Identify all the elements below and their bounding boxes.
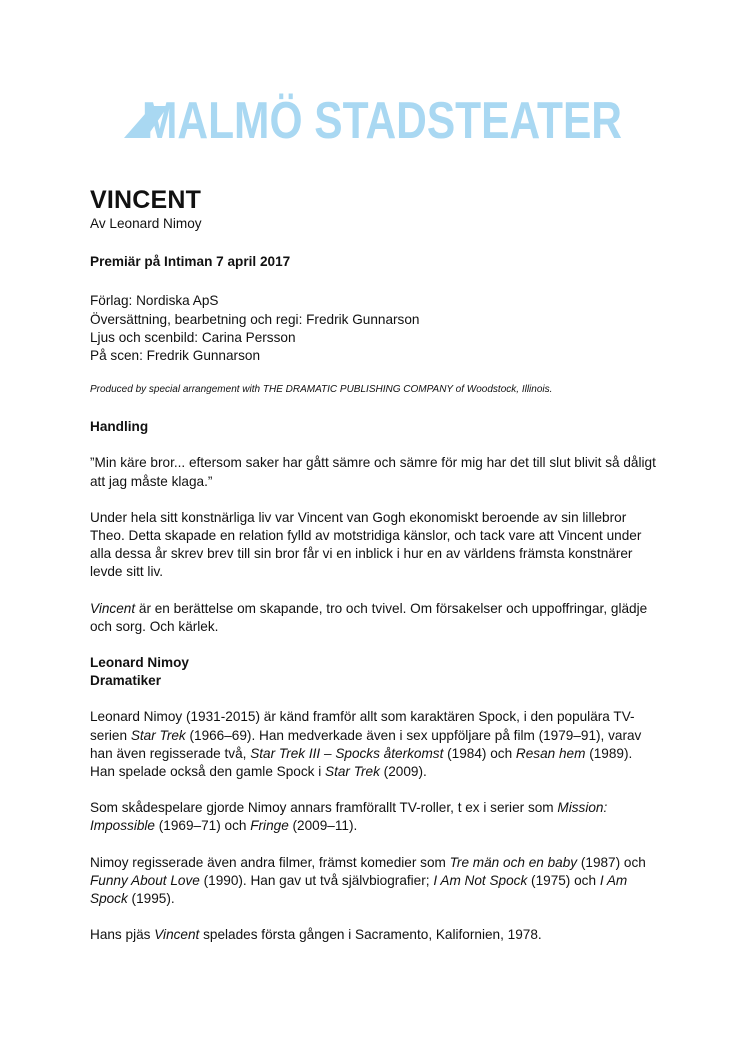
produced-post: of Woodstock, Illinois. <box>452 384 553 396</box>
premiere-date: Premiär på Intiman 7 april 2017 <box>90 254 291 270</box>
credit-cast: På scen: Fredrik Gunnarson <box>90 348 261 364</box>
bio-paragraph-2: Som skådespelare gjorde Nimoy annars framförallt TV-roller, t ex i serier som Mission: Impossible (1969–71) och Fringe (2009–11). <box>90 800 608 834</box>
produced-note <box>90 383 660 396</box>
handling-paragraph-2-text: är en berättelse om skapande, tro och tvivel. Om försakelser och uppoffringar, glädje och sorg. Och kärlek. <box>90 600 648 634</box>
credit-publisher: Förlag: Nordiska ApS <box>90 293 219 309</box>
play-name-italic: Vincent <box>90 600 136 616</box>
play-author: Av Leonard Nimoy <box>90 216 202 231</box>
produced-pre: Produced by special arrangement with <box>90 384 263 396</box>
bio-paragraph-4: Hans pjäs Vincent spelades första gången i Sacramento, Kalifornien, 1978. <box>90 927 542 943</box>
handling-paragraph-2 <box>90 600 660 636</box>
credits-list <box>90 292 660 365</box>
bio-paragraph-3: Nimoy regisserade även andra filmer, främst komedier som Tre män och en baby (1987) och Funny About Love (1990). Han gav ut två självbiografier; I Am Not Spock (1975) och I Am Spock (1995). <box>90 854 646 907</box>
logo-graphic <box>0 88 746 148</box>
handling-heading: Handling <box>90 419 149 435</box>
theater-logo <box>0 88 746 148</box>
bio-name: Leonard Nimoy <box>90 655 189 671</box>
handling-quote: ”Min käre bror... eftersom saker har gått sämre och sämre för mig har det till slut blivit så dåligt att jag måste klaga.” <box>90 455 656 489</box>
bio-role: Dramatiker <box>90 673 162 689</box>
credit-lighting: Ljus och scenbild: Carina Persson <box>90 329 296 345</box>
play-title: VINCENT <box>90 186 202 214</box>
handling-paragraph-1: Under hela sitt konstnärliga liv var Vincent van Gogh ekonomiskt beroende av sin lillebror Theo. Detta skapade en relation fylld av motstridiga känslor, och tack vare att Vincent under alla dessa år skrev brev till sin bror får vi en inblick i hur en av världens främsta konstnärer levde sitt liv. <box>90 509 642 580</box>
credit-director: Översättning, bearbetning och regi: Fredrik Gunnarson <box>90 311 420 327</box>
document-body <box>90 185 660 962</box>
produced-company: THE DRAMATIC PUBLISHING COMPANY <box>262 384 453 396</box>
bio-paragraph-1: Leonard Nimoy (1931-2015) är känd framför allt som karaktären Spock, i den populära TV-serien Star Trek (1966–69). Han medverkade även i sex uppföljare på film (1979–91), varav han även regisserade två, Star Trek III – Spocks återkomst (1984) och Resan hem (1989). Han spelade också den gamle Spock i Star Trek (2009). <box>90 709 642 780</box>
logo-text: MALMÖ STADSTEATER <box>142 92 622 148</box>
